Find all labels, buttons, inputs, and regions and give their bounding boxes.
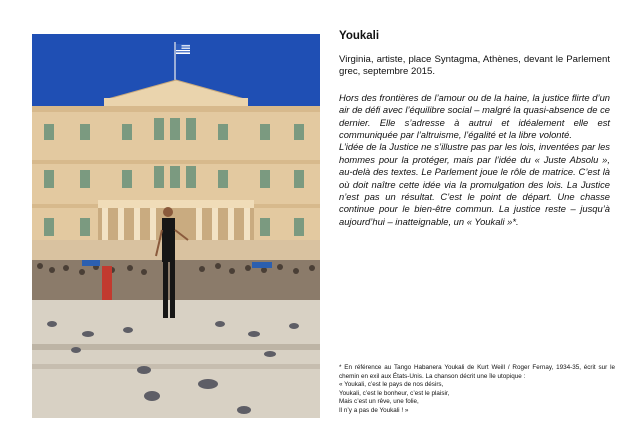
page-title: Youkali xyxy=(339,30,380,42)
crowd xyxy=(32,260,320,302)
essay xyxy=(339,92,610,228)
photograph xyxy=(32,34,320,418)
lyric-line: Il n’y a pas de Youkali ! » xyxy=(339,406,409,414)
text-column xyxy=(339,30,610,228)
essay-paragraph: L’idée de la Justice ne s’illustre pas par les lois, inventées par les hommes pour la protéger, mais par l’idée du « Juste Absolu », au-delà des textes. Le Parlement joue le rôle de matrice. C’est là où doit naître cette idée via la promulgation des lois. La Justice n’est pas un résultat. C’est le point de départ. Une chasse continue pour le bien-être commun. La justice reste – jusqu’à aujourd’hui – inatteignable, un « Youkali »*. xyxy=(339,141,610,227)
parliament-photo xyxy=(32,34,320,418)
essay-paragraph: Hors des frontières de l’amour ou de la haine, la justice flirte d’un air de défi avec l’équilibre social – malgré la quasi-absence de ce dernier. Elle s’adresse à autrui et idéalement elle est communiquée par l’altruisme, l’égalité et la libre volonté. xyxy=(339,91,610,141)
photo-caption: Virginia, artiste, place Syntagma, Athènes, devant le Parlement grec, septembre 2015. xyxy=(339,54,610,78)
parliament-building xyxy=(32,80,320,264)
lyric-line: Mais c’est un rêve, une folie, xyxy=(339,398,419,406)
pavement xyxy=(32,300,320,418)
footnote xyxy=(339,364,615,416)
lyric-line: Youkali, c’est le bonheur, c’est le plaisir, xyxy=(339,389,450,397)
lyric-line: « Youkali, c’est le pays de nos désirs, xyxy=(339,381,444,389)
footnote-reference: * En référence au Tango Habanera Youkali de Kurt Weill / Roger Fernay, 1934-35, écrit sur le chemin en exil aux États-Unis. La chanson décrit une île utopique : xyxy=(339,364,615,380)
